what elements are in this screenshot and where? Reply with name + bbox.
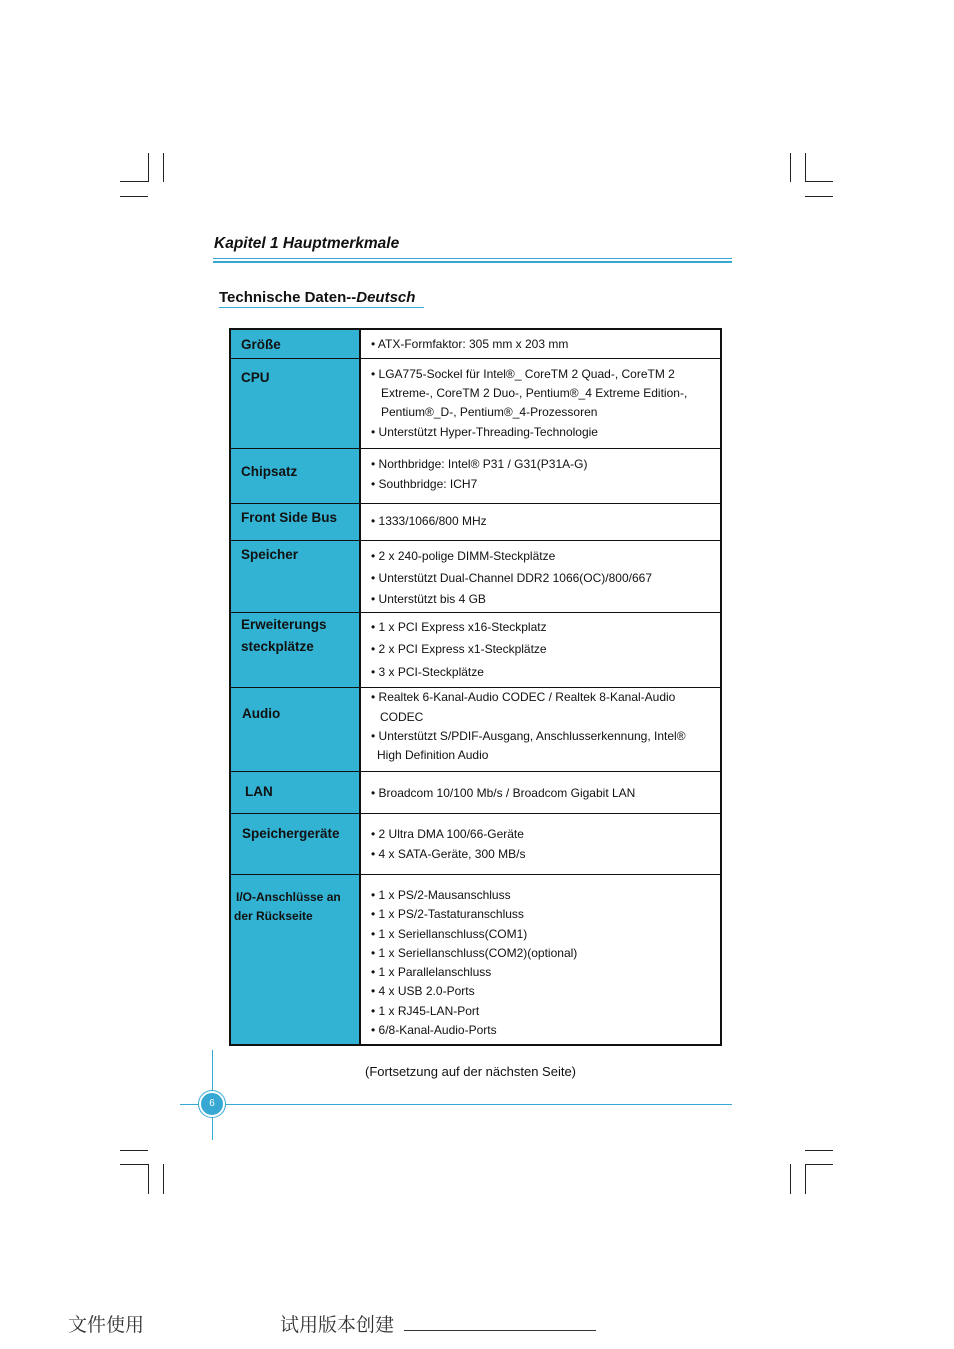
crop-mark <box>148 153 149 182</box>
spec-label: LAN <box>231 772 361 813</box>
chapter-rule <box>213 258 732 259</box>
page-number-badge: 6 <box>199 1091 225 1117</box>
spec-row-fsb <box>231 504 720 541</box>
spec-value: • Realtek 6-Kanal-Audio CODEC / Realtek 8-Kanal-Audio CODEC • Unterstützt S/PDIF-Ausgang, Anschlusserkennung, Intel® High Definition Audio <box>371 690 686 762</box>
spec-row-lan <box>231 772 720 814</box>
spec-row-audio <box>231 688 720 772</box>
spec-value: • ATX-Formfaktor: 305 mm x 203 mm <box>371 337 569 351</box>
spec-label: Chipsatz <box>231 449 361 503</box>
spec-value: • LGA775-Sockel für Intel®_ CoreTM 2 Quad-, CoreTM 2 Extreme-, CoreTM 2 Duo-, Pentium®_4 Extreme Edition-, Pentium®_D-, Pentium®_4-Prozessoren • Unterstützt Hyper-Threading-Technologie <box>371 367 688 439</box>
crop-mark <box>120 181 148 182</box>
crop-mark <box>805 1164 833 1165</box>
crop-mark <box>120 196 148 197</box>
chapter-title: Kapitel 1 Hauptmerkmale <box>214 235 400 252</box>
crop-mark <box>790 1164 791 1194</box>
section-title <box>219 289 415 306</box>
spec-value: • 2 Ultra DMA 100/66-Geräte • 4 x SATA-Geräte, 300 MB/s <box>371 827 526 861</box>
spec-label: Größe <box>231 330 361 358</box>
watermark-underline <box>404 1330 596 1331</box>
spec-value: • 1 x PCI Express x16-Steckplatz • 2 x PCI Express x1-Steckplätze • 3 x PCI-Steckplätze <box>371 620 547 679</box>
spec-value: • Northbridge: Intel® P31 / G31(P31A-G) • Southbridge: ICH7 <box>371 457 588 491</box>
watermark-left: 文件使用 <box>68 1314 145 1336</box>
spec-value: • 1 x PS/2-Mausanschluss • 1 x PS/2-Tastaturanschluss • 1 x Seriellanschluss(COM1) • 1 x Seriellanschluss(COM2)(optional) • 1 x Parallelanschluss • 4 x USB 2.0-Ports • 1 x RJ45-LAN-Port • 6/8-Kanal-Audio-Ports <box>371 888 578 1037</box>
crop-mark <box>790 153 791 182</box>
spec-value: • 2 x 240-polige DIMM-Steckplätze • Unterstützt Dual-Channel DDR2 1066(OC)/800/667 • Unterstützt bis 4 GB <box>371 549 653 606</box>
spec-table <box>229 328 722 1046</box>
watermark-right: 试用版本创建 <box>280 1314 395 1336</box>
section-title-main: Technische Daten-- <box>219 289 357 306</box>
spec-row-size <box>231 330 720 359</box>
section-rule <box>219 307 424 308</box>
spec-label: Audio <box>231 688 361 771</box>
spec-label: Speichergeräte <box>231 814 361 874</box>
spec-label: Erweiterungs steckplätze <box>231 613 361 687</box>
footer-rule <box>180 1104 732 1105</box>
crop-mark <box>805 1164 806 1194</box>
section-title-italic: Deutsch <box>356 289 416 306</box>
crop-mark <box>148 1164 149 1194</box>
spec-value: • Broadcom 10/100 Mb/s / Broadcom Gigabit LAN <box>371 786 636 800</box>
spec-label: Front Side Bus <box>231 504 361 540</box>
spec-label: I/O-Anschlüsse an der Rückseite <box>231 875 361 1044</box>
crop-mark <box>163 153 164 182</box>
continuation-note: (Fortsetzung auf der nächsten Seite) <box>365 1064 577 1079</box>
spec-row-io <box>231 875 720 1044</box>
chapter-rule <box>213 261 732 263</box>
crop-mark <box>163 1164 164 1194</box>
spec-label: Speicher <box>231 541 361 612</box>
spec-row-chipset <box>231 449 720 504</box>
spec-row-storage <box>231 814 720 875</box>
spec-label: CPU <box>231 359 361 448</box>
crop-mark <box>805 1150 833 1151</box>
crop-mark <box>805 196 833 197</box>
spec-row-cpu <box>231 359 720 449</box>
spec-value: • 1333/1066/800 MHz <box>371 514 487 528</box>
crop-mark <box>805 181 833 182</box>
spec-row-expansion <box>231 613 720 688</box>
crop-mark <box>805 153 806 182</box>
crop-mark <box>120 1164 148 1165</box>
spec-row-memory <box>231 541 720 613</box>
crop-mark <box>120 1150 148 1151</box>
